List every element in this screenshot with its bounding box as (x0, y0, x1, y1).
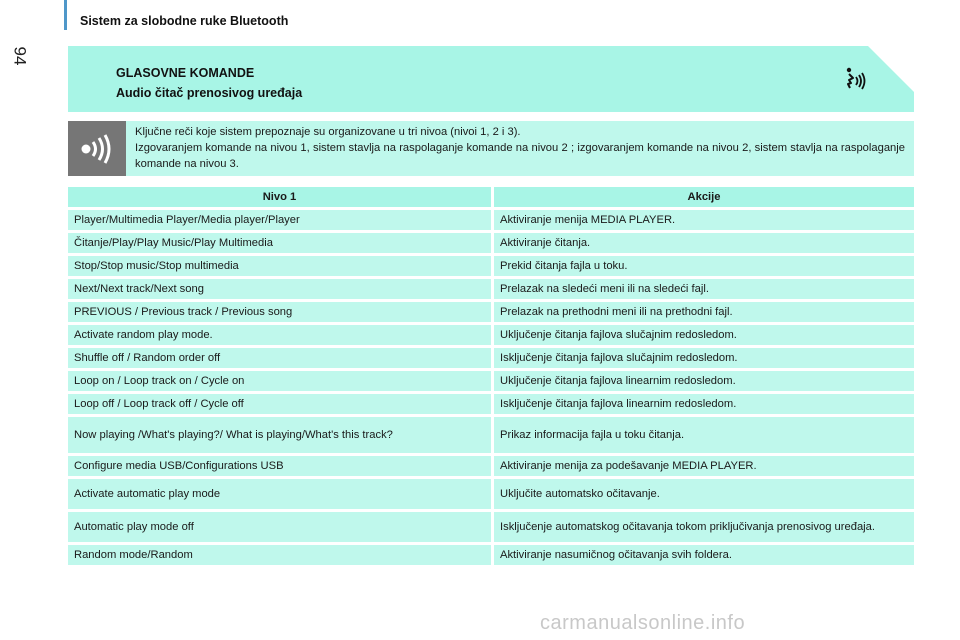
column-header-actions: Akcije (494, 187, 914, 207)
intro-line-2: Izgovaranjem komande na nivou 1, sistem stavlja na raspolaganje komande na nivou 2 ; izgovaranjem komande na nivou 2, sistem stavlja na raspolaganje komande na nivou 3. (135, 142, 905, 170)
table-row (68, 348, 914, 368)
command-cell: PREVIOUS / Previous track / Previous song (68, 302, 494, 322)
action-cell: Isključenje čitanja fajlova linearnim redosledom. (494, 394, 914, 414)
section-title: GLASOVNE KOMANDE (116, 66, 255, 80)
command-cell: Player/Multimedia Player/Media player/Player (68, 210, 494, 230)
document-header: Sistem za slobodne ruke Bluetooth (80, 14, 289, 28)
voice-command-icon (840, 66, 870, 96)
speaker-sound-icon (81, 134, 113, 164)
action-cell: Aktiviranje čitanja. (494, 233, 914, 253)
table-row (68, 279, 914, 299)
action-cell: Isključenje čitanja fajlova slučajnim redosledom. (494, 348, 914, 368)
table-header-row (68, 187, 914, 207)
action-cell: Isključenje automatskog očitavanja tokom priključivanja prenosivog uređaja. (494, 512, 914, 542)
action-cell: Uključenje čitanja fajlova slučajnim redosledom. (494, 325, 914, 345)
command-cell: Random mode/Random (68, 545, 494, 565)
table-row (68, 394, 914, 414)
command-cell: Loop on / Loop track on / Cycle on (68, 371, 494, 391)
command-cell: Now playing /What's playing?/ What is playing/What's this track? (68, 417, 494, 453)
table-row (68, 233, 914, 253)
header-accent-bar (64, 0, 67, 30)
command-cell: Čitanje/Play/Play Music/Play Multimedia (68, 233, 494, 253)
table-row (68, 302, 914, 322)
command-cell: Stop/Stop music/Stop multimedia (68, 256, 494, 276)
table-row (68, 512, 914, 542)
action-cell: Prikaz informacija fajla u toku čitanja. (494, 417, 914, 453)
action-cell: Aktiviranje nasumičnog očitavanja svih foldera. (494, 545, 914, 565)
command-cell: Activate automatic play mode (68, 479, 494, 509)
table-row (68, 325, 914, 345)
table-row (68, 545, 914, 565)
action-cell: Prelazak na prethodni meni ili na prethodni fajl. (494, 302, 914, 322)
action-cell: Aktiviranje menija MEDIA PLAYER. (494, 210, 914, 230)
intro-icon-box (68, 121, 126, 176)
command-cell: Loop off / Loop track off / Cycle off (68, 394, 494, 414)
table-row (68, 210, 914, 230)
action-cell: Uključenje čitanja fajlova linearnim redosledom. (494, 371, 914, 391)
intro-line-1: Ključne reči koje sistem prepoznaje su organizovane u tri nivoa (nivoi 1, 2 i 3). (135, 126, 521, 138)
table-row (68, 417, 914, 453)
table-row (68, 256, 914, 276)
table-row (68, 479, 914, 509)
section-subtitle: Audio čitač prenosivog uređaja (116, 86, 303, 100)
table-row (68, 371, 914, 391)
action-cell: Prekid čitanja fajla u toku. (494, 256, 914, 276)
page-number: 94 (10, 46, 30, 66)
command-cell: Configure media USB/Configurations USB (68, 456, 494, 476)
command-cell: Activate random play mode. (68, 325, 494, 345)
action-cell: Prelazak na sledeći meni ili na sledeći fajl. (494, 279, 914, 299)
command-cell: Shuffle off / Random order off (68, 348, 494, 368)
action-cell: Aktiviranje menija za podešavanje MEDIA PLAYER. (494, 456, 914, 476)
voice-command-table (68, 184, 914, 568)
command-cell: Automatic play mode off (68, 512, 494, 542)
command-cell: Next/Next track/Next song (68, 279, 494, 299)
column-header-level: Nivo 1 (68, 187, 494, 207)
intro-text (135, 124, 905, 172)
watermark: carmanualsonline.info (540, 612, 746, 634)
action-cell: Uključite automatsko očitavanje. (494, 479, 914, 509)
table-row (68, 456, 914, 476)
